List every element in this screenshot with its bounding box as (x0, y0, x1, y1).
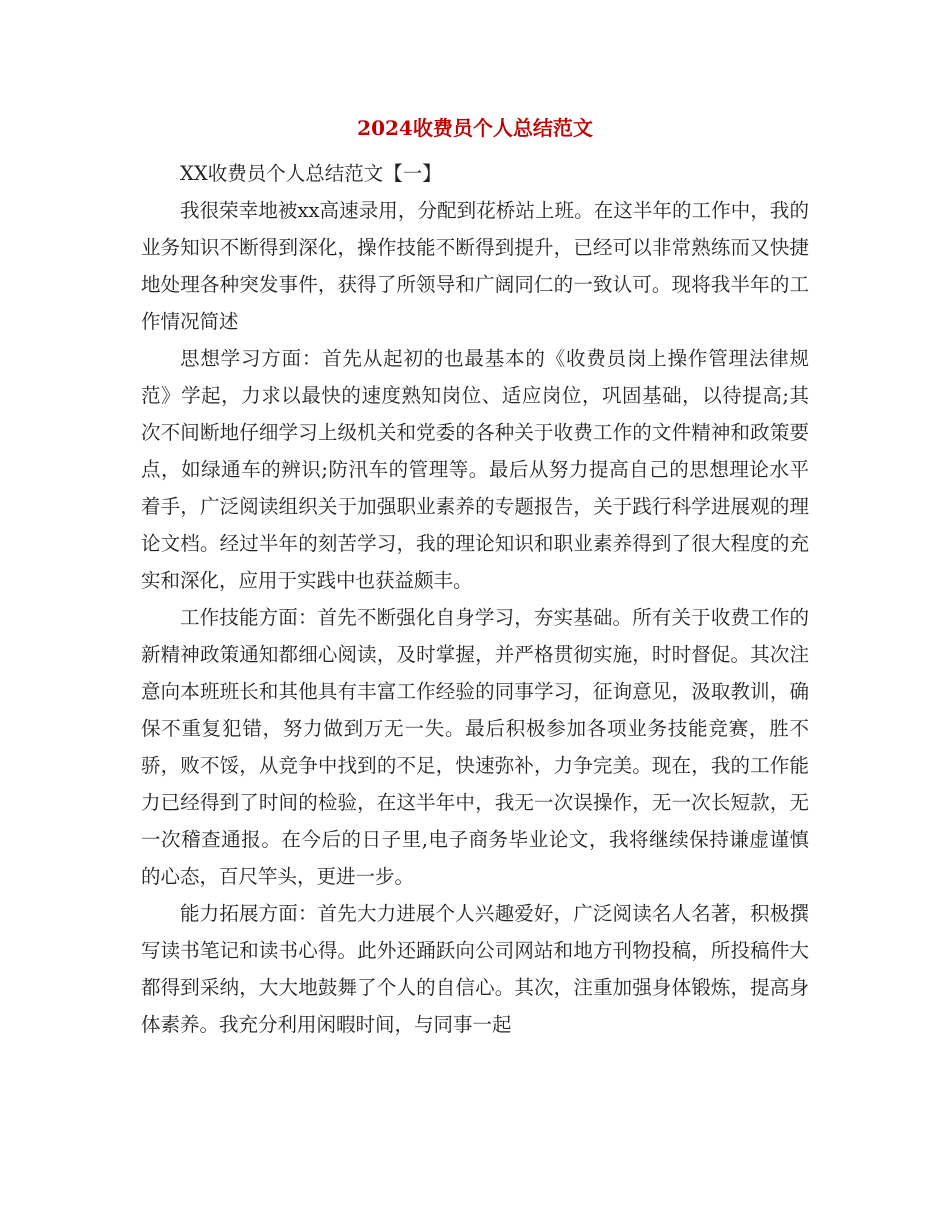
paragraph-study: 思想学习方面：首先从起初的也最基本的《收费员岗上操作管理法律规范》学起，力求以最快的速度熟知岗位、适应岗位，巩固基础，以待提高;其次不间断地仔细学习上级机关和党委的各种关于收费工作的文件精神和政策要点，如绿通车的辨识;防汛车的管理等。最后从努力提高自己的思想理论水平着手，广泛阅读组织关于加强职业素养的专题报告，关于践行科学进展观的理论文档。经过半年的刻苦学习，我的理论知识和职业素养得到了很大程度的充实和深化，应用于实践中也获益颇丰。 (141, 347, 809, 592)
paragraph-ability: 能力拓展方面：首先大力进展个人兴趣爱好，广泛阅读名人名著，积极撰写读书笔记和读书心得。此外还踊跃向公司网站和地方刊物投稿，所投稿件大都得到采纳，大大地鼓舞了个人的自信心。其次，注重加强身体锻炼，提高身体素养。我充分利用闲暇时间，与同事一起 (141, 902, 809, 1036)
document-body (141, 155, 809, 1043)
paragraph-skills: 工作技能方面：首先不断强化自身学习，夯实基础。所有关于收费工作的新精神政策通知都细心阅读，及时掌握，并严格贯彻实施，时时督促。其次注意向本班班长和其他具有丰富工作经验的同事学习，征询意见，汲取教训，确保不重复犯错，努力做到万无一失。最后积极参加各项业务技能竞赛，胜不骄，败不馁，从竞争中找到的不足，快速弥补，力争完美。现在，我的工作能力已经得到了时间的检验，在这半年中，我无一次误操作，无一次长短款，无一次稽查通报。在今后的日子里,电子商务毕业论文，我将继续保持谦虚谨慎的心态，百尺竿头，更进一步。 (141, 606, 809, 888)
paragraph-intro: 我很荣幸地被xx高速录用，分配到花桥站上班。在这半年的工作中，我的业务知识不断得到深化，操作技能不断得到提升，已经可以非常熟练而又快捷地处理各种突发事件，获得了所领导和广阔同仁的一致认可。现将我半年的工作情况简述 (141, 199, 809, 333)
document-title: 2024收费员个人总结范文 (357, 116, 593, 140)
section-heading: XX收费员个人总结范文【一】 (180, 162, 442, 185)
